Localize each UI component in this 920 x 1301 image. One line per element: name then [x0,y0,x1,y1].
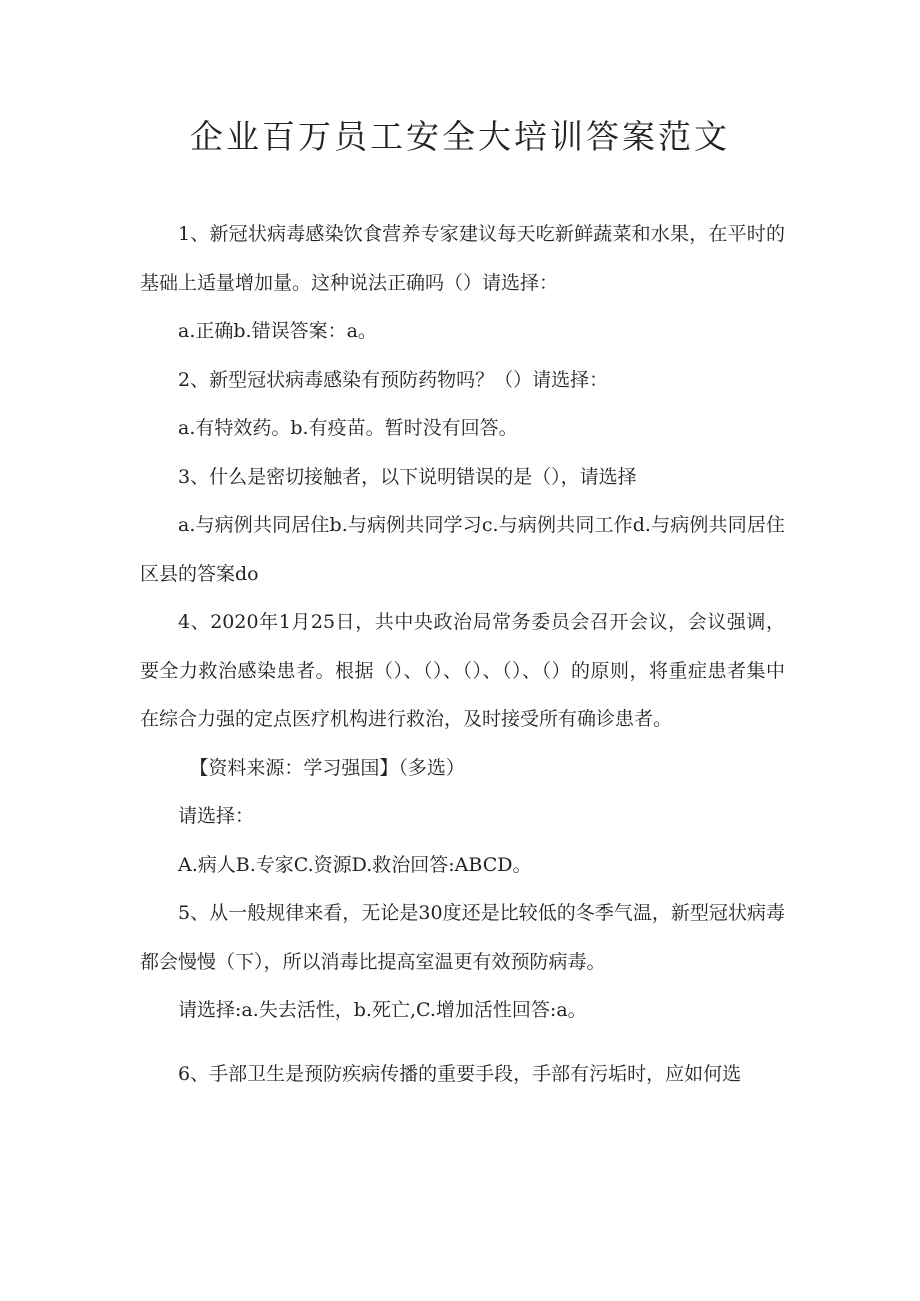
document-body [140,210,785,1098]
question-4-prompt: 请选择： [178,805,255,827]
question-2-paragraph: 2、新型冠状病毒感染有预防药物吗？（）请选择： [178,368,609,391]
question-6-paragraph: 6、手部卫生是预防疾病传播的重要手段，手部有污垢时，应如何选 [178,1062,742,1085]
question-4-paragraph: 4、2020年1月25日，共中央政治局常务委员会召开会议，会议强调，要全力救治感染患者。根据（）、（）、（）、（）、（）的原则，将重症患者集中在综合力强的定点医疗机构进行救治，及时接受所有确诊患者。 [140,611,785,730]
question-4-answer: A.病人B.专家C.资源D.救治回答:ABCD。 [178,853,532,876]
question-1-answer: a.正确b.错误答案：a。 [178,320,377,342]
question-3-answer: a.与病例共同居住b.与病例共同学习c.与病例共同工作d.与病例共同居住区县的答案do [140,514,785,585]
question-1-paragraph: 1、新冠状病毒感染饮食营养专家建议每天吃新鲜蔬菜和水果，在平时的基础上适量增加量。这种说法正确吗（）请选择： [140,223,785,294]
question-4-source: 【资料来源：学习强国】（多选） [189,756,465,779]
question-2-answer: a.有特效药。b.有疫苗。暂时没有回答。 [178,417,518,439]
question-5-paragraph: 5、从一般规律来看，无论是30度还是比较低的冬季气温，新型冠状病毒都会慢慢（下），所以消毒比提高室温更有效预防病毒。 [140,902,785,973]
document-title: 企业百万员工安全大培训答案范文 [190,117,730,156]
question-5-answer: 请选择:a.失去活性，b.死亡,C.增加活性回答:a。 [178,999,587,1021]
question-3-paragraph: 3、什么是密切接触者，以下说明错误的是（），请选择 [178,465,637,488]
